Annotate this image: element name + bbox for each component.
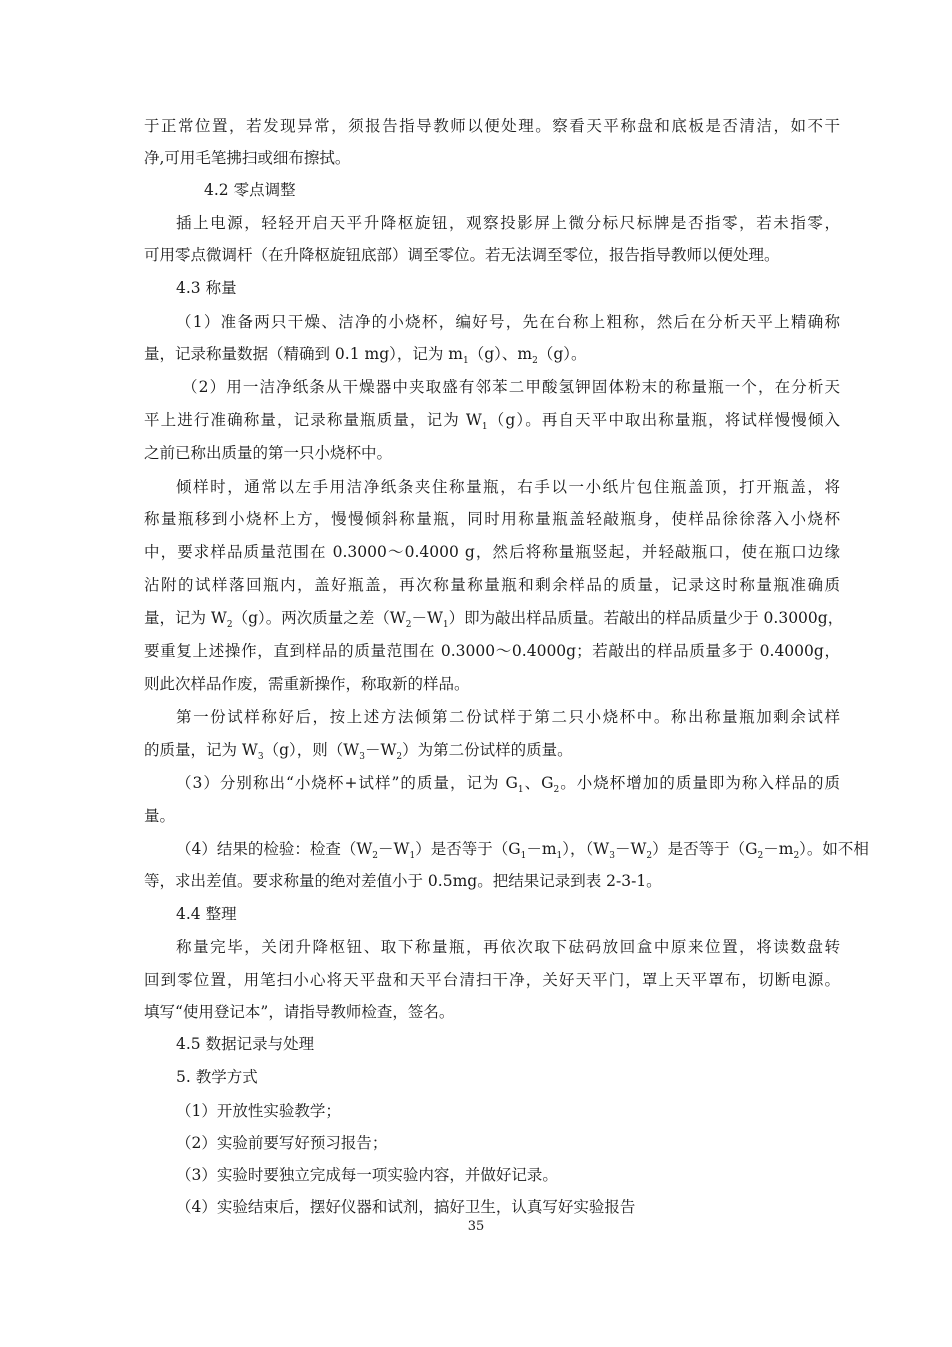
text-line: 称量完毕，关闭升降枢钮、取下称量瓶，再依次取下砝码放回盒中原来位置，将读数盘转 <box>176 938 840 956</box>
section-heading: 4.2 零点调整 <box>204 181 296 199</box>
section-heading: 5. 教学方式 <box>176 1068 258 1086</box>
list-item: （3）实验时要独立完成每一项实验内容，并做好记录。 <box>176 1166 558 1184</box>
text-line: 可用零点微调杆（在升降枢旋钮底部）调至零位。若无法调至零位，报告指导教师以便处理。 <box>144 246 780 264</box>
text-line: 于正常位置，若发现异常，须报告指导教师以便处理。察看天平称盘和底板是否清洁，如不干 <box>144 117 840 135</box>
page-number: 35 <box>467 1219 485 1234</box>
text-line: 插上电源，轻轻开启天平升降枢旋钮，观察投影屏上微分标尺标牌是否指零，若未指零， <box>176 214 840 232</box>
text-line: 平上进行准确称量，记录称量瓶质量，记为 $W_1(g)$。再自天平中取出称量瓶，将试样慢慢倾入 <box>144 411 840 432</box>
list-item: （2）实验前要写好预习报告； <box>176 1134 388 1152</box>
text-line: 中，要求样品质量范围在 0.3000～0.4000 g，然后将称量瓶竖起，并轻敲瓶口，使在瓶口边缘 <box>144 543 840 561</box>
text-line: 量，记为 $W_2(g)$。两次质量之差$(W_2-W_1)$即为敲出样品质量。若敲出的样品质量少于 0.3000g， <box>144 609 844 630</box>
section-heading: 4.5 数据记录与处理 <box>176 1035 315 1053</box>
text-line: 回到零位置，用笔扫小心将天平盘和天平台清扫干净，关好天平门，罩上天平罩布，切断电源。 <box>144 971 840 989</box>
text-line: 沾附的试样落回瓶内，盖好瓶盖，再次称量称量瓶和剩余样品的质量，记录这时称量瓶准确质 <box>144 576 840 594</box>
text-line: 第一份试样称好后，按上述方法倾第二份试样于第二只小烧杯中。称出称量瓶加剩余试样 <box>176 708 840 726</box>
text-line: 量。 <box>144 807 176 825</box>
text-line: 的质量，记为 $W_3(g)$，则$(W_3-W_2)$为第二份试样的质量。 <box>144 741 573 762</box>
text-line: 则此次样品作废，需重新操作，称取新的样品。 <box>144 675 470 693</box>
text-line: （1）准备两只干燥、洁净的小烧杯，编好号，先在台称上粗称，然后在分析天平上精确称 <box>176 313 840 331</box>
section-heading: 4.4 整理 <box>176 905 237 923</box>
list-item: （1）开放性实验教学； <box>176 1102 341 1120</box>
text-line: 等，求出差值。要求称量的绝对差值小于 0.5mg。把结果记录到表 2-3-1。 <box>144 872 662 890</box>
section-heading: 4.3 称量 <box>176 279 237 297</box>
text-line: 净,可用毛笔拂扫或细布擦拭。 <box>144 149 351 167</box>
text-line: 填写“使用登记本”，请指导教师检查，签名。 <box>144 1003 455 1021</box>
text-line: 量，记录称量数据（精确到 0.1 mg），记为 $m_1(g)$、$m_2(g)$。 <box>144 345 587 366</box>
text-line: 倾样时，通常以左手用洁净纸条夹住称量瓶，右手以一小纸片包住瓶盖顶，打开瓶盖，将 <box>176 478 840 496</box>
list-item: （4）实验结束后，摆好仪器和试剂，搞好卫生，认真写好实验报告 <box>176 1198 636 1216</box>
text-line: （4）结果的检验：检查$(W_2-W_1)$是否等于$(G_1-m_1)$，$(W_3-W_2)$是否等于$(G_2-m_2)$。如不相 <box>176 840 869 861</box>
text-line: 称量瓶移到小烧杯上方，慢慢倾斜称量瓶，同时用称量瓶盖轻敲瓶身，使样品徐徐落入小烧杯 <box>144 510 840 528</box>
text-line: （2）用一洁净纸条从干燥器中夹取盛有邻苯二甲酸氢钾固体粉末的称量瓶一个，在分析天 <box>182 378 840 396</box>
text-line: 要重复上述操作，直到样品的质量范围在 0.3000～0.4000g；若敲出的样品质量多于 0.4000g， <box>144 642 840 660</box>
text-line: 之前已称出质量的第一只小烧杯中。 <box>144 444 393 462</box>
text-line: （3）分别称出“小烧杯+试样”的质量，记为 $G_1$、$G_2$。小烧杯增加的质量即为称入样品的质 <box>176 774 840 795</box>
